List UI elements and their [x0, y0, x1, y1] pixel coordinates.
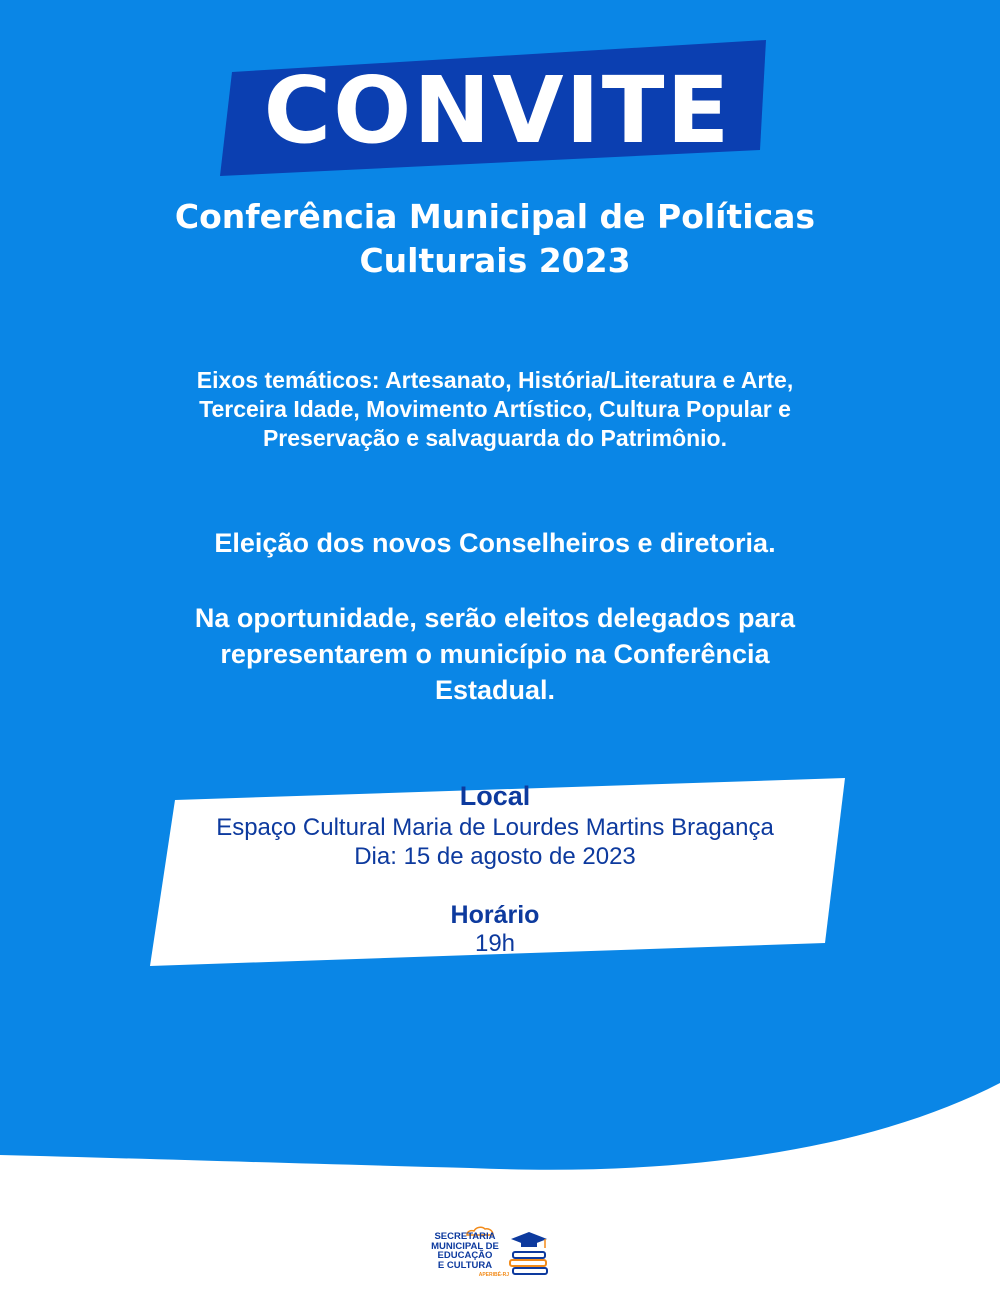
- logo-text-line: MUNICIPAL DE: [431, 1240, 499, 1252]
- delegates-line: Na oportunidade, serão eleitos delegados para: [194, 603, 796, 633]
- thematic-axes-line: Terceira Idade, Movimento Artístico, Cultura Popular e: [199, 396, 791, 422]
- delegates-line: representarem o município na Conferência: [220, 639, 770, 669]
- logo-text-line: SECRETARIA: [434, 1231, 496, 1242]
- thematic-axes-line: Preservação e salvaguarda do Patrimônio.: [262, 425, 728, 451]
- logo-location: APERIBÉ-RJ: [478, 1272, 509, 1278]
- books-graduation-cap-icon: [507, 1230, 551, 1278]
- time-label: Horário: [450, 901, 540, 929]
- banner-title: CONVITE: [263, 56, 732, 164]
- delegates-line: Estadual.: [434, 675, 556, 705]
- event-time: 19h: [474, 930, 516, 957]
- location-label: Local: [459, 781, 531, 811]
- election-text: Eleição dos novos Conselheiros e diretoria.: [214, 528, 776, 558]
- conference-title-line: Conferência Municipal de Políticas: [174, 197, 816, 236]
- secretaria-logo: [425, 1226, 555, 1282]
- thematic-axes-line: Eixos temáticos: Artesanato, História/Literatura e Arte,: [196, 367, 794, 393]
- logo-text-line: EDUCAÇÃO: [437, 1250, 493, 1261]
- conference-title-line: Culturais 2023: [359, 241, 631, 280]
- logo-text: [425, 1232, 505, 1270]
- event-date: Dia: 15 de agosto de 2023: [354, 843, 636, 870]
- location-name: Espaço Cultural Maria de Lourdes Martins Bragança: [216, 814, 774, 841]
- logo-text-line: E CULTURA: [437, 1259, 493, 1271]
